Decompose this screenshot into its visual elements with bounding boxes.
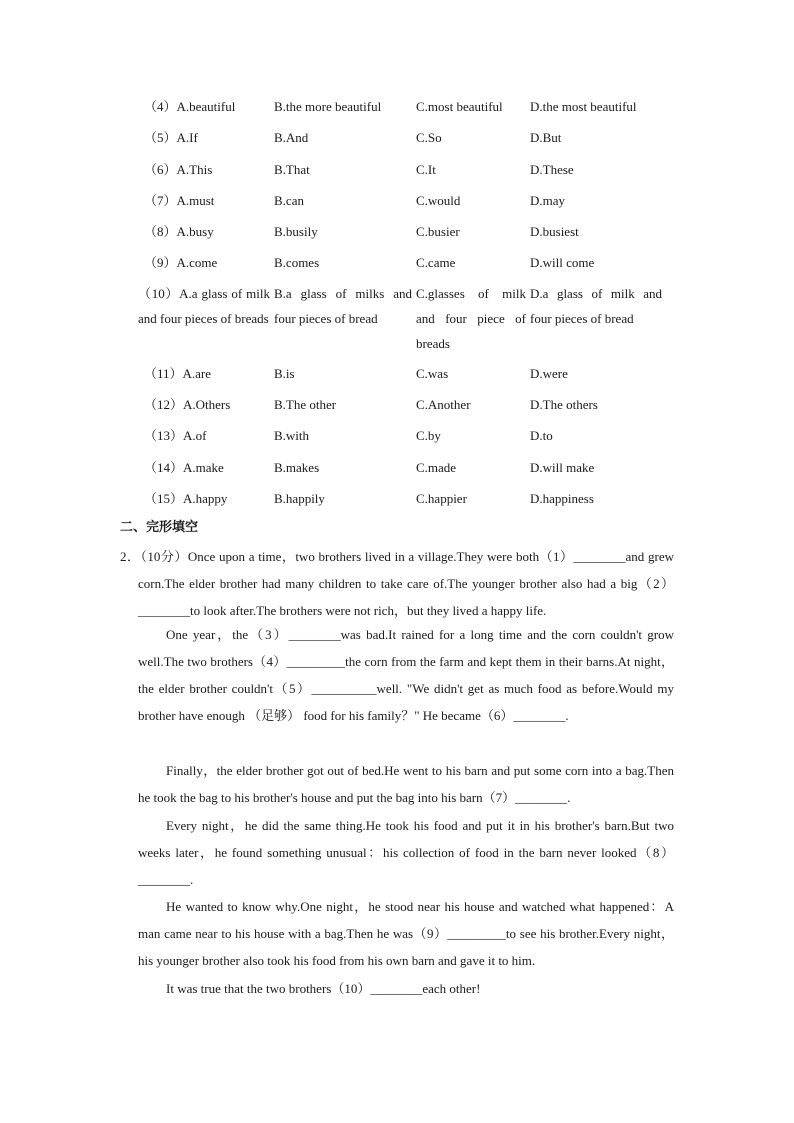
option-a: （5）A.If <box>144 130 198 145</box>
option-a: （6）A.This <box>144 162 213 177</box>
option-c: C.most beautiful <box>416 99 503 114</box>
option-b: B.happily <box>274 491 325 506</box>
option-b: B.The other <box>274 397 337 412</box>
option-c: C.glasses of milk and four piece of breads <box>416 286 526 351</box>
option-b: B.a glass of milks and four pieces of bread <box>274 286 412 326</box>
passage-text: Finally，the elder brother got out of bed.He went to his barn and put some corn into a bag.Then he took the bag to his brother's house and put the bag into his barn（7）________. <box>138 763 674 805</box>
option-a: （9）A.come <box>144 255 218 270</box>
option-a: （8）A.busy <box>144 224 214 239</box>
option-a: （14）A.make <box>144 460 224 475</box>
option-b: B.comes <box>274 255 320 270</box>
option-c: C.would <box>416 193 461 208</box>
passage-paragraph-1 <box>120 543 674 624</box>
option-c: C.came <box>416 255 456 270</box>
option-d: D.will come <box>530 255 595 270</box>
option-d: D.the most beautiful <box>530 99 637 114</box>
option-d: D.were <box>530 366 568 381</box>
option-b: B.is <box>274 366 295 381</box>
option-b: B.And <box>274 130 309 145</box>
passage-text: Every night，he did the same thing.He took his food and put it in his brother's barn.But two weeks later，he found something unusual：his collection of food in the barn never looked（8）________. <box>138 818 674 887</box>
option-b: B.can <box>274 193 304 208</box>
section-title: 二、完形填空 <box>120 520 199 535</box>
option-d: D.But <box>530 130 562 145</box>
option-b: B.That <box>274 162 310 177</box>
option-c: C.was <box>416 366 449 381</box>
option-a: （7）A.must <box>144 193 215 208</box>
option-a: （13）A.of <box>144 428 207 443</box>
option-a: （4）A.beautiful <box>144 99 236 114</box>
passage-text: One year，the（3）________was bad.It rained for a long time and the corn couldn't grow well.The two brothers（4）_________the corn from the farm and kept them in their barns.At night，the elder brother couldn't（5）__________well. "We didn't get as much food as before.Would my brother have enough （足够） food for his family？" He became（6）________. <box>138 627 674 723</box>
option-b: B.the more beautiful <box>274 99 382 114</box>
option-d: D.to <box>530 428 553 443</box>
passage-paragraph-3 <box>138 757 674 811</box>
option-b: B.busily <box>274 224 318 239</box>
option-a: （10）A.a glass of milk and four pieces of breads <box>138 286 270 326</box>
passage-text: 2．（10分）Once upon a time，two brothers lived in a village.They were both（1）________and grew corn.The elder brother had many children to take care of.The younger brother also had a big（2）________to look after.The brothers were not rich，but they lived a happy life. <box>120 549 674 618</box>
passage-paragraph-2 <box>138 621 674 729</box>
option-a: （15）A.happy <box>144 491 228 506</box>
option-d: D.happiness <box>530 491 594 506</box>
option-c: C.by <box>416 428 441 443</box>
passage-text: He wanted to know why.One night，he stood near his house and watched what happened：A man came near to his house with a bag.Then he was（9）_________to see his brother.Every night，his younger brother also took his food from his own barn and gave it to him. <box>138 899 674 968</box>
option-a: （12）A.Others <box>144 397 231 412</box>
option-d: D.will make <box>530 460 595 475</box>
passage-text: It was true that the two brothers（10）________each other! <box>166 981 481 996</box>
option-c: C.busier <box>416 224 460 239</box>
option-c: C.made <box>416 460 457 475</box>
option-d: D.The others <box>530 397 598 412</box>
option-d: D.may <box>530 193 566 208</box>
option-d: D.busiest <box>530 224 579 239</box>
option-c: C.So <box>416 130 442 145</box>
passage-paragraph-4 <box>138 812 674 893</box>
passage-paragraph-5 <box>138 893 674 974</box>
passage-paragraph-6 <box>138 975 674 1002</box>
option-c: C.It <box>416 162 436 177</box>
option-a: （11）A.are <box>144 366 212 381</box>
option-b: B.makes <box>274 460 320 475</box>
option-b: B.with <box>274 428 310 443</box>
option-d: D.a glass of milk and four pieces of bread <box>530 286 662 326</box>
option-c: C.happier <box>416 491 467 506</box>
option-c: C.Another <box>416 397 471 412</box>
option-d: D.These <box>530 162 574 177</box>
